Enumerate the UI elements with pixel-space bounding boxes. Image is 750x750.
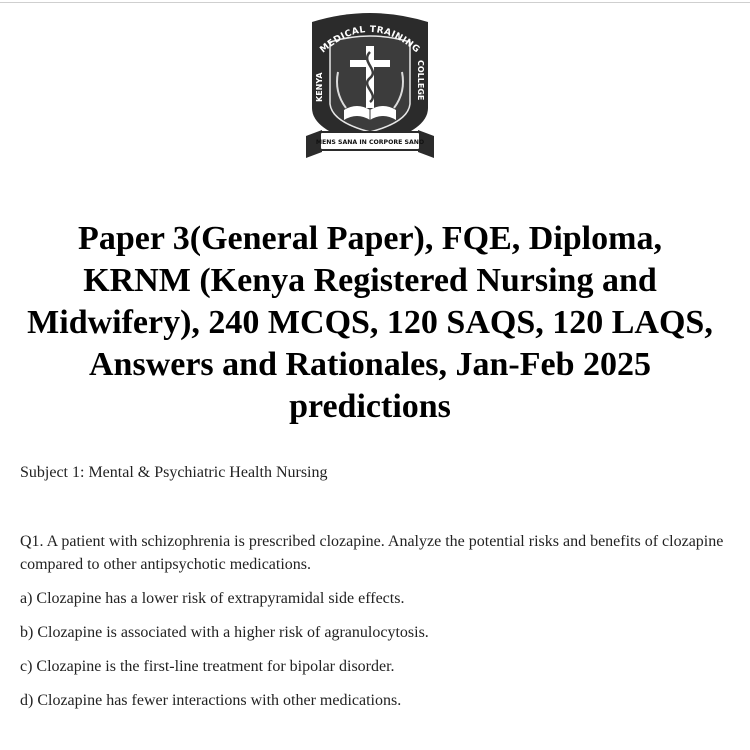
option-a: a) Clozapine has a lower risk of extrapyramidal side effects. bbox=[20, 590, 405, 607]
college-logo bbox=[300, 12, 440, 162]
option-b: b) Clozapine is associated with a higher risk of agranulocytosis. bbox=[20, 624, 429, 641]
option-d: d) Clozapine has fewer interactions with other medications. bbox=[20, 692, 402, 709]
svg-text:KENYA: KENYA bbox=[315, 72, 324, 102]
top-border-line bbox=[0, 2, 750, 3]
svg-text:MENS SANA IN CORPORE SANO: MENS SANA IN CORPORE SANO bbox=[315, 139, 425, 146]
option-c: c) Clozapine is the first-line treatment for bipolar disorder. bbox=[20, 658, 395, 675]
answer-options bbox=[20, 588, 429, 724]
document-title: Paper 3(General Paper), FQE, Diploma, KRNM (Kenya Registered Nursing and Midwifery), 240 MCQS, 120 SAQS, 120 LAQS, Answers and Rationales, Jan-Feb 2025 predictions bbox=[27, 220, 713, 425]
svg-text:MEDICAL TRAINING: MEDICAL TRAINING bbox=[318, 24, 422, 56]
subject-heading: Subject 1: Mental & Psychiatric Health Nursing bbox=[20, 464, 328, 481]
question-text: Q1. A patient with schizophrenia is prescribed clozapine. Analyze the potential risks and benefits of clozapine compared to other antipsychotic medications. bbox=[20, 533, 724, 573]
svg-text:COLLEGE: COLLEGE bbox=[416, 60, 425, 101]
college-crest-icon bbox=[300, 12, 440, 162]
